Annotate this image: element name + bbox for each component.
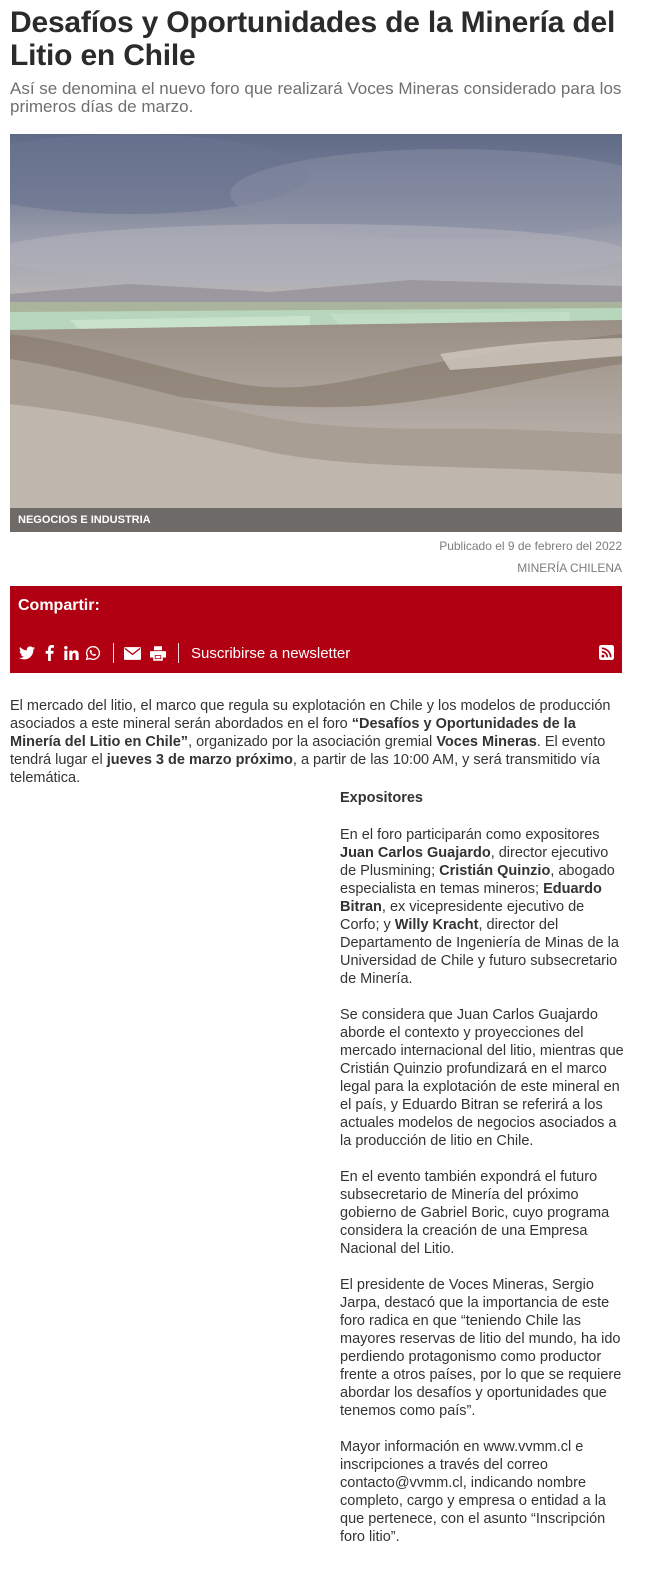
emphasis-text: Juan Carlos Guajardo: [340, 845, 491, 861]
body-paragraph: [340, 1006, 624, 1150]
email-icon[interactable]: [122, 643, 142, 663]
text-run: . El evento tendrá lugar el: [10, 734, 606, 768]
hero-image: [10, 134, 622, 532]
emphasis-text: “Desafíos y Oportunidades de la Minería del Litio en Chile”: [10, 716, 576, 750]
share-label: Compartir:: [18, 597, 100, 614]
facebook-icon[interactable]: [39, 643, 59, 663]
source-label: MINERÍA CHILENA: [517, 561, 622, 575]
section-heading: Expositores: [340, 790, 423, 806]
text-run: , abogado especialista en temas mineros;: [340, 863, 615, 897]
article-subtitle: Así se denomina el nuevo foro que realizará Voces Mineras considerado para los primeros días de marzo.: [10, 79, 622, 116]
text-run: , organizado por la asociación gremial: [188, 734, 437, 750]
share-divider: [113, 643, 114, 663]
body-paragraph: [340, 1438, 624, 1546]
text-run: En el evento también expondrá el futuro subsecretario de Minería del próximo gobierno de Gabriel Boric, cuyo programa considera la creación de una Empresa Nacional del Litio.: [340, 1169, 610, 1257]
share-bar: [10, 586, 622, 673]
text-run: , a partir de las 10:00 AM, y será transmitido vía telemática.: [10, 752, 600, 786]
text-run: , director del Departamento de Ingeniería de Minas de la Universidad de Chile y futuro subsecretario de Minería.: [340, 917, 619, 987]
emphasis-text: Voces Mineras: [436, 734, 537, 750]
newsletter-link[interactable]: Suscribirse a newsletter: [191, 644, 351, 662]
emphasis-text: Willy Kracht: [394, 917, 479, 933]
text-run: , ex vicepresidente ejecutivo de Corfo; y: [340, 899, 585, 933]
article-title: Desafíos y Oportunidades de la Minería del Litio en Chile: [10, 6, 616, 72]
emphasis-text: jueves 3 de marzo próximo: [106, 752, 293, 768]
whatsapp-icon[interactable]: [83, 643, 103, 663]
text-run: El presidente de Voces Mineras, Sergio Jarpa, destacó que la importancia de este foro radica en que “teniendo Chile las mayores reservas de litio del mundo, ha ido perdiendo protagonismo como productor frente a otros países, por lo que se requiere abordar los desafíos y oportunidades que tenemos como país”.: [340, 1277, 622, 1419]
twitter-icon[interactable]: [17, 643, 37, 663]
lead-paragraph: [10, 697, 628, 787]
linkedin-icon[interactable]: [61, 643, 81, 663]
text-run: En el foro participarán como expositores: [340, 827, 600, 843]
body-paragraph: [340, 1168, 624, 1258]
share-divider: [178, 643, 179, 663]
text-run: Se considera que Juan Carlos Guajardo aborde el contexto y proyecciones del mercado internacional del litio, mientras que Cristián Quinzio profundizará en el marco legal para la explotación de este mineral en el país, y Eduardo Bitran se referirá a los actuales modelos de negocios asociados a la producción de litio en Chile.: [340, 1007, 624, 1149]
publish-date: Publicado el 9 de febrero del 2022: [439, 539, 622, 553]
share-icons: [17, 642, 350, 664]
rss-icon[interactable]: [599, 645, 614, 660]
body-paragraph: [340, 1276, 624, 1420]
article-column: [340, 789, 624, 1564]
body-paragraph: [340, 826, 624, 988]
category-label[interactable]: NEGOCIOS E INDUSTRIA: [10, 508, 622, 532]
print-icon[interactable]: [148, 643, 168, 663]
text-run: , director ejecutivo de Plusmining;: [340, 845, 609, 879]
salt-flat-photo: [10, 134, 622, 532]
text-run: Mayor información en www.vvmm.cl e inscripciones a través del correo contacto@vvmm.cl, indicando nombre completo, cargo y empresa o entidad a la que pertenece, con el asunto “Inscripción foro litio”.: [340, 1439, 606, 1545]
text-run: El mercado del litio, el marco que regula su explotación en Chile y los modelos de producción asociados a este mineral serán abordados en el foro: [10, 698, 611, 732]
emphasis-text: Cristián Quinzio: [439, 863, 551, 879]
emphasis-text: Eduardo Bitran: [340, 881, 602, 915]
